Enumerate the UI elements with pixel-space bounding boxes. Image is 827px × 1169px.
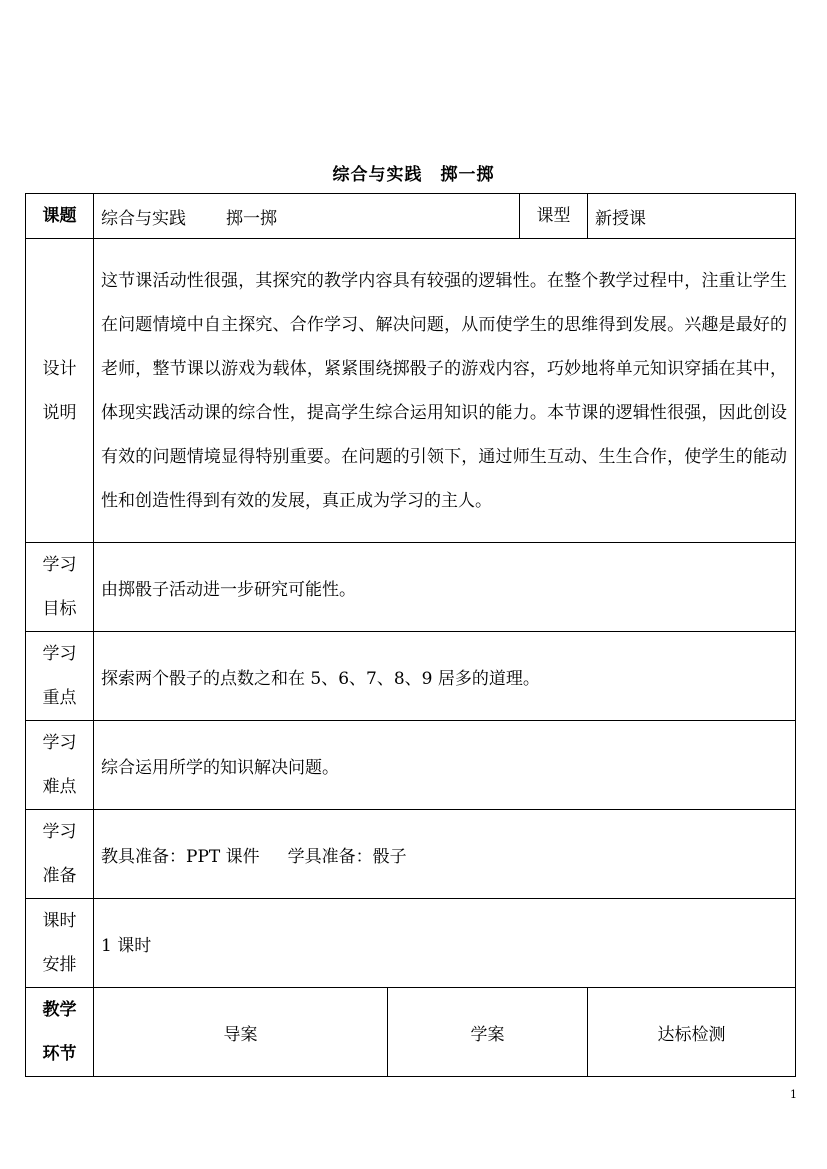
stages-guide-header: 导案 bbox=[94, 988, 388, 1077]
goal-label bbox=[26, 543, 94, 632]
difficulty-value: 综合运用所学的知识解决问题。 bbox=[94, 721, 796, 810]
row-key-point bbox=[26, 632, 796, 721]
preparation-label bbox=[26, 810, 94, 899]
stages-label-line-2: 环节 bbox=[42, 1044, 77, 1064]
design-label-line-2: 说明 bbox=[42, 402, 77, 423]
page-number: 1 bbox=[790, 1088, 797, 1101]
lesson-plan-table bbox=[25, 193, 796, 1077]
row-difficulty bbox=[26, 721, 796, 810]
teacher-preparation: 教具准备：PPT 课件 bbox=[101, 846, 260, 867]
key-point-value: 探索两个骰子的点数之和在 5、6、7、8、9 居多的道理。 bbox=[94, 632, 796, 721]
student-preparation: 学具准备：骰子 bbox=[287, 846, 407, 867]
key-point-label bbox=[26, 632, 94, 721]
key-point-label-line-1: 学习 bbox=[42, 644, 77, 664]
topic-label: 课题 bbox=[26, 194, 94, 239]
preparation-value bbox=[94, 810, 796, 899]
goal-value: 由掷骰子活动进一步研究可能性。 bbox=[94, 543, 796, 632]
difficulty-label-line-2: 难点 bbox=[42, 777, 77, 797]
lesson-type-value: 新授课 bbox=[588, 194, 796, 239]
goal-label-line-2: 目标 bbox=[42, 599, 77, 619]
schedule-label-line-2: 安排 bbox=[42, 955, 77, 975]
difficulty-label bbox=[26, 721, 94, 810]
goal-label-line-1: 学习 bbox=[42, 555, 77, 575]
topic-value-b: 掷一掷 bbox=[226, 208, 277, 229]
schedule-label-line-1: 课时 bbox=[42, 911, 77, 931]
row-goal bbox=[26, 543, 796, 632]
lesson-type-label: 课型 bbox=[520, 194, 588, 239]
stages-study-header: 学案 bbox=[388, 988, 588, 1077]
row-schedule bbox=[26, 899, 796, 988]
row-design bbox=[26, 239, 796, 543]
design-text: 这节课活动性很强，其探究的教学内容具有较强的逻辑性。在整个教学过程中，注重让学生在问题情境中自主探究、合作学习、解决问题，从而使学生的思维得到发展。兴趣是最好的老师，整节课以游戏为载体，紧紧围绕掷骰子的游戏内容，巧妙地将单元知识穿插在其中，体现实践活动课的综合性，提高学生综合运用知识的能力。本节课的逻辑性很强，因此创设有效的问题情境显得特别重要。在问题的引领下，通过师生互动、生生合作，使学生的能动性和创造性得到有效的发展，真正成为学习的主人。 bbox=[94, 239, 796, 543]
preparation-label-line-1: 学习 bbox=[42, 822, 77, 842]
difficulty-label-line-1: 学习 bbox=[42, 733, 77, 753]
document-title: 综合与实践 掷一掷 bbox=[332, 165, 495, 185]
stages-label-line-1: 教学 bbox=[42, 1000, 77, 1020]
key-point-label-line-2: 重点 bbox=[42, 688, 77, 708]
row-stages bbox=[26, 988, 796, 1077]
schedule-label bbox=[26, 899, 94, 988]
design-label bbox=[26, 239, 94, 543]
row-preparation bbox=[26, 810, 796, 899]
row-topic bbox=[26, 194, 796, 239]
stages-label bbox=[26, 988, 94, 1077]
preparation-label-line-2: 准备 bbox=[42, 866, 77, 886]
design-label-line-1: 设计 bbox=[42, 358, 77, 379]
topic-value-a: 综合与实践 bbox=[101, 208, 186, 229]
stages-check-header: 达标检测 bbox=[588, 988, 796, 1077]
topic-value bbox=[94, 194, 520, 239]
schedule-value: 1 课时 bbox=[94, 899, 796, 988]
